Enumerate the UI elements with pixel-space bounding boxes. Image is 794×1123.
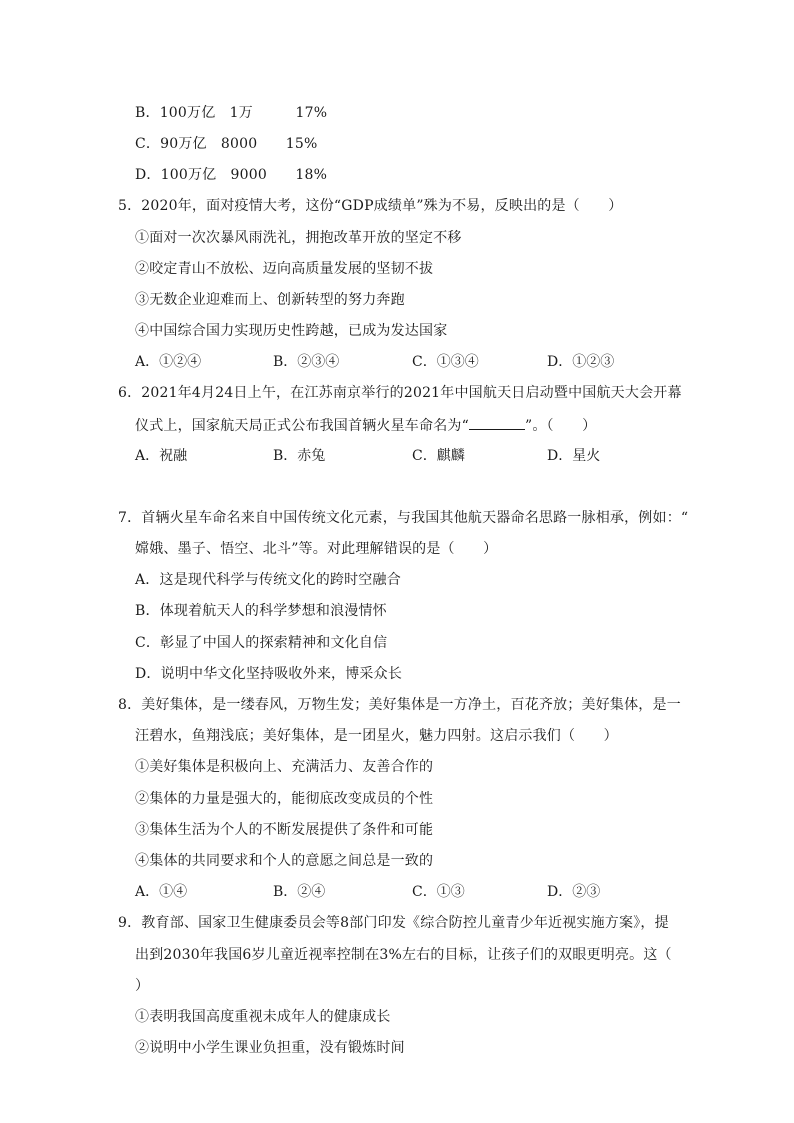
q4-option-d: D．100万亿 9000 18% xyxy=(135,167,328,183)
q6-answer-blank xyxy=(469,415,525,430)
q6-stem-line1: 6．2021年4月24日上午，在江苏南京举行的2021年中国航天日启动暨中国航天大会开幕 xyxy=(118,385,682,401)
q6-option-b: B．赤兔 xyxy=(273,448,326,464)
q6-stem-line2-post: ”。（ ） xyxy=(524,418,597,434)
q7-option-c: C．彰显了中国人的探索精神和文化自信 xyxy=(135,635,388,651)
q7-option-d: D．说明中华文化坚持吸收外来，博采众长 xyxy=(135,666,403,682)
q5-item-4: ④中国综合国力实现历史性跨越，已成为发达国家 xyxy=(135,323,448,339)
q4-option-b: B．100万亿 1万 17% xyxy=(135,105,328,121)
q8-option-b: B．②④ xyxy=(273,884,326,900)
q7-stem-line2: 嫦娥、墨子、悟空、北斗”等。对此理解错误的是（ ） xyxy=(135,541,498,557)
q5-item-3: ③无数企业迎难而上、创新转型的努力奔跑 xyxy=(135,292,405,308)
q9-item-2: ②说明中小学生课业负担重，没有锻炼时间 xyxy=(135,1040,405,1056)
q8-item-4: ④集体的共同要求和个人的意愿之间总是一致的 xyxy=(135,853,434,869)
q5-option-b: B．②③④ xyxy=(273,354,340,370)
q7-stem-line1: 7．首辆火星车命名来自中国传统文化元素，与我国其他航天器命名思路一脉相承，例如：“ xyxy=(118,510,689,526)
q8-item-1: ①美好集体是积极向上、充满活力、友善合作的 xyxy=(135,759,434,775)
q6-option-d: D．星火 xyxy=(547,448,601,464)
q5-option-a: A．①②④ xyxy=(135,354,202,370)
q6-option-c: C．麒麟 xyxy=(412,448,465,464)
q8-stem-line1: 8．美好集体，是一缕春风，万物生发；美好集体是一方净土，百花齐放；美好集体，是一 xyxy=(118,697,681,713)
q9-stem-line1: 9．教育部、国家卫生健康委员会等8部门印发《综合防控儿童青少年近视实施方案》，提 xyxy=(118,915,669,931)
q5-option-d: D．①②③ xyxy=(547,354,615,370)
q9-item-1: ①表明我国高度重视未成年人的健康成长 xyxy=(135,1009,391,1025)
q7-option-a: A．这是现代科学与传统文化的跨时空融合 xyxy=(135,572,401,588)
q6-stem-line2 xyxy=(135,415,596,436)
q8-option-a: A．①④ xyxy=(135,884,188,900)
q8-option-d: D．②③ xyxy=(547,884,601,900)
q5-stem: 5．2020年，面对疫情大考，这份“GDP成绩单”殊为不易，反映出的是（ ） xyxy=(118,198,623,214)
q4-option-c: C．90万亿 8000 15% xyxy=(135,136,318,152)
q5-item-1: ①面对一次次暴风雨洗礼，拥抱改革开放的坚定不移 xyxy=(135,230,462,246)
q9-stem-line2: 出到2030年我国6岁儿童近视率控制在3%左右的目标，让孩子们的双眼更明亮。这（ xyxy=(135,947,672,963)
q8-item-3: ③集体生活为个人的不断发展提供了条件和可能 xyxy=(135,822,434,838)
q5-item-2: ②咬定青山不放松、迈向高质量发展的坚韧不拔 xyxy=(135,261,434,277)
q6-stem-line2-pre: 仪式上，国家航天局正式公布我国首辆火星车命名为“ xyxy=(135,418,469,434)
q5-option-c: C．①③④ xyxy=(412,354,479,370)
q9-stem-line3: ） xyxy=(135,978,150,994)
q8-stem-line2: 汪碧水，鱼翔浅底；美好集体，是一团星火，魅力四射。这启示我们（ ） xyxy=(135,728,618,744)
q8-option-c: C．①③ xyxy=(412,884,465,900)
q8-item-2: ②集体的力量是强大的，能彻底改变成员的个性 xyxy=(135,791,434,807)
q7-option-b: B．体现着航天人的科学梦想和浪漫情怀 xyxy=(135,603,387,619)
q6-option-a: A．祝融 xyxy=(135,448,188,464)
